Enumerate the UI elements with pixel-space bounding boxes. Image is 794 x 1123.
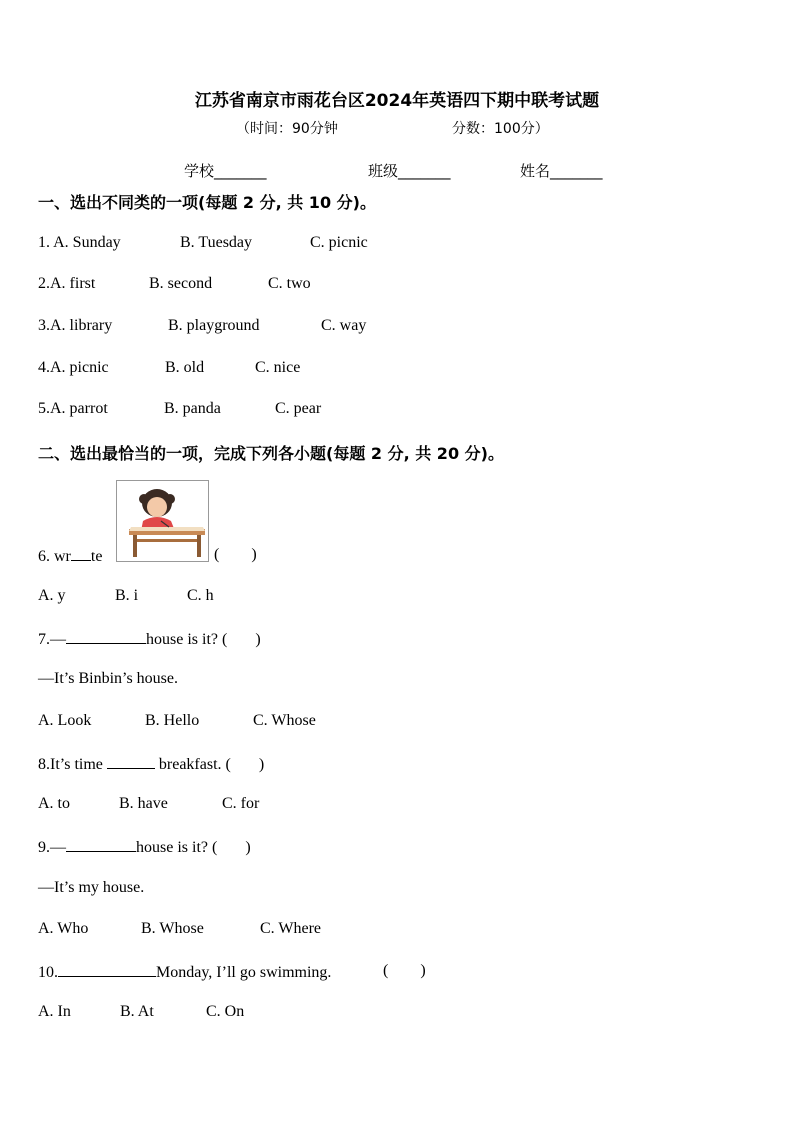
q2-option-b: B. second: [149, 275, 213, 292]
q6-stem-end: te: [90, 548, 103, 565]
q1-option-a: 1. A. Sunday: [38, 234, 121, 251]
q4-option-c: C. nice: [255, 359, 301, 376]
q10-blank: [58, 962, 156, 977]
q5-option-b: B. panda: [164, 400, 221, 417]
q9-stem-start: 9.—: [38, 839, 66, 856]
q8-option-a: A. to: [38, 795, 70, 812]
q9-option-b: B. Whose: [141, 920, 204, 937]
q7-stem-start: 7.—: [38, 631, 66, 648]
q4-option-a: 4.A. picnic: [38, 359, 109, 376]
q6-option-b: B. i: [115, 587, 139, 604]
q10-stem-start: 10.: [38, 964, 58, 981]
section-2-heading: 二、选出最恰当的一项，完成下列各小题(每题 2 分, 共 20 分)。: [38, 444, 504, 463]
section-1-heading: 一、选出不同类的一项(每题 2 分, 共 10 分)。: [38, 193, 376, 212]
q7-option-a: A. Look: [38, 712, 92, 729]
girl-writing-illustration: [116, 480, 209, 562]
exam-time: （时间：90分钟: [236, 121, 338, 137]
q6-blank: [71, 546, 91, 561]
page-title: 江苏省南京市雨花台区2024年英语四下期中联考试题: [194, 91, 600, 111]
q6-option-c: C. h: [187, 587, 214, 604]
q7-blank: [66, 629, 146, 644]
q3-option-b: B. playground: [168, 317, 260, 334]
q5-option-a: 5.A. parrot: [38, 400, 108, 417]
q10-option-c: C. On: [206, 1003, 245, 1020]
q6-stem: [38, 546, 102, 566]
q4-option-b: B. old: [165, 359, 205, 376]
q7-option-c: C. Whose: [253, 712, 316, 729]
q8-stem: [38, 754, 264, 774]
q6-stem-start: 6. wr: [38, 548, 71, 565]
q5-option-c: C. pear: [275, 400, 322, 417]
q9-blank: [66, 837, 136, 852]
q10-stem: [38, 962, 331, 982]
q7-option-b: B. Hello: [145, 712, 200, 729]
q9-stem-end: house is it? ( ): [136, 839, 251, 856]
q7-stem: [38, 629, 261, 649]
q2-option-c: C. two: [268, 275, 311, 292]
q8-stem-start: 8.It’s time: [38, 756, 107, 773]
q10-option-a: A. In: [38, 1003, 71, 1020]
q10-stem-end: Monday, I’ll go swimming.: [156, 964, 332, 981]
q10-option-b: B. At: [120, 1003, 154, 1020]
q3-option-a: 3.A. library: [38, 317, 113, 334]
q9-option-c: C. Where: [260, 920, 322, 937]
q9-option-a: A. Who: [38, 920, 89, 937]
q7-reply: —It’s Binbin’s house.: [38, 670, 179, 687]
q1-option-b: B. Tuesday: [180, 234, 253, 251]
q8-option-b: B. have: [119, 795, 168, 812]
class-field: 班级_______: [368, 162, 451, 180]
q6-option-a: A. y: [38, 587, 66, 604]
name-field: 姓名_______: [520, 162, 603, 180]
q7-stem-end: house is it? ( ): [146, 631, 261, 648]
q8-stem-end: breakfast. ( ): [154, 756, 265, 773]
q9-stem: [38, 837, 251, 857]
q6-answer-bracket: ( ): [214, 546, 257, 563]
q8-blank: [107, 754, 155, 769]
school-field: 学校_______: [184, 162, 267, 180]
exam-score: 分数：100分）: [452, 121, 549, 137]
q2-option-a: 2.A. first: [38, 275, 96, 292]
q10-answer-bracket: ( ): [383, 962, 426, 979]
q9-reply: —It’s my house.: [38, 879, 145, 896]
q8-option-c: C. for: [222, 795, 260, 812]
q3-option-c: C. way: [321, 317, 367, 334]
q1-option-c: C. picnic: [310, 234, 368, 251]
